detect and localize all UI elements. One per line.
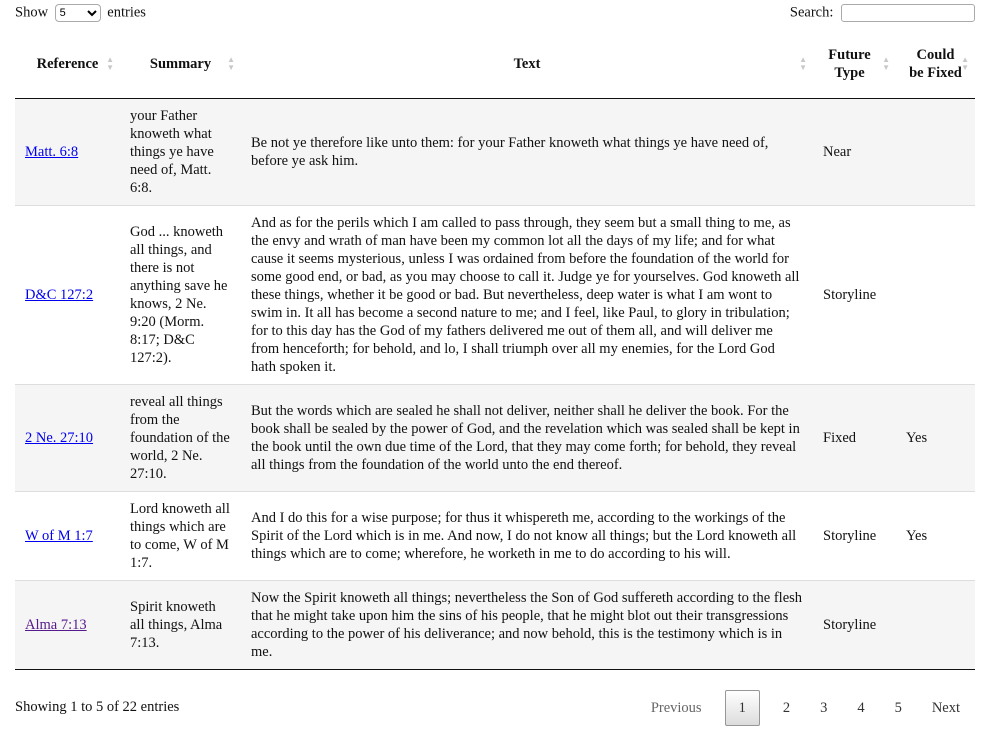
page-button[interactable]: 2 — [782, 700, 791, 716]
could-be-fixed-cell — [896, 99, 975, 206]
text-cell: But the words which are sealed he shall not deliver, neither shall he deliver the book. For the book shall be sealed by the power of God, and the revelation which was sealed shall be kept in the book until the own due time of the Lord, that they may come forth; for behold, they reveal all things from the foundation of the world unto the end thereof. — [241, 385, 813, 492]
future-type-cell: Near — [813, 99, 896, 206]
length-suffix: entries — [107, 4, 146, 21]
page-button[interactable]: 4 — [857, 700, 865, 716]
page-button[interactable]: 1 — [725, 690, 760, 726]
sort-icon: ▲ ▼ — [882, 55, 890, 72]
reference-link[interactable]: 2 Ne. 27:10 — [25, 430, 94, 446]
page-button[interactable]: 3 — [820, 700, 828, 716]
text-cell: And I do this for a wise purpose; for thus it whispereth me, according to the workings of the Spirit of the Lord which is in me. And now, I do not know all things; but the Lord knoweth all things which are to come; wherefore, he worketh in me to do according to his will. — [241, 492, 813, 581]
future-type-cell: Storyline — [813, 492, 896, 581]
previous-button[interactable]: Previous — [650, 700, 702, 716]
entries-per-page-select[interactable] — [55, 4, 101, 22]
sort-icon: ▲ ▼ — [227, 55, 235, 72]
summary-cell: reveal all things from the foundation of the world, 2 Ne. 27:10. — [120, 385, 241, 492]
text-cell: Be not ye therefore like unto them: for your Father knoweth what things ye have need of, before ye ask him. — [241, 99, 813, 206]
future-type-cell: Fixed — [813, 385, 896, 492]
sort-icon: ▲ ▼ — [961, 55, 969, 72]
table-info: Showing 1 to 5 of 22 entries — [15, 699, 180, 715]
reference-link[interactable]: W of M 1:7 — [25, 528, 93, 544]
next-button[interactable]: Next — [931, 700, 960, 716]
could-be-fixed-cell — [896, 206, 975, 385]
summary-cell: your Father knoweth what things ye have need of, Matt. 6:8. — [120, 99, 241, 206]
length-menu — [15, 4, 146, 22]
could-be-fixed-cell: Yes — [896, 492, 975, 581]
sort-icon: ▲ ▼ — [799, 55, 807, 72]
search-filter — [790, 4, 975, 22]
length-prefix: Show — [15, 4, 49, 21]
table-row — [15, 492, 975, 581]
summary-cell: Spirit knoweth all things, Alma 7:13. — [120, 581, 241, 670]
reference-cell — [15, 492, 120, 581]
table-row — [15, 99, 975, 206]
reference-cell — [15, 581, 120, 670]
column-header-text[interactable]: Text ▲ ▼ — [241, 30, 813, 99]
reference-link[interactable]: Matt. 6:8 — [25, 144, 79, 160]
reference-cell — [15, 99, 120, 206]
could-be-fixed-cell: Yes — [896, 385, 975, 492]
page-button[interactable]: 5 — [894, 700, 902, 716]
pagination — [636, 690, 975, 726]
search-input[interactable] — [841, 4, 975, 22]
search-label: Search: — [789, 4, 834, 21]
entries-table — [15, 30, 975, 670]
summary-cell: God ... knoweth all things, and there is not anything save he knows, 2 Ne. 9:20 (Morm. 8:17; D&C 127:2). — [120, 206, 241, 385]
header-row — [15, 30, 975, 99]
text-cell: And as for the perils which I am called to pass through, they seem but a small thing to me, as the envy and wrath of man have been my common lot all the days of my life; and for what cause it seems mysterious, unless I was ordained from before the foundation of the world for some good end, or bad, as you may choose to call it. Judge ye for yourselves. God knoweth all these things, whether it be good or bad. But nevertheless, deep water is what I am wont to swim in. It all has become a second nature to me; and I feel, like Paul, to glory in tribulation; for to this day has the God of my fathers delivered me out of them all, and will deliver me from henceforth; for behold, and lo, I shall triumph over all my enemies, for the Lord God hath spoken it. — [241, 206, 813, 385]
column-header-summary[interactable]: Summary ▲ ▼ — [120, 30, 241, 99]
sort-icon: ▲ ▼ — [106, 55, 114, 72]
future-type-cell: Storyline — [813, 581, 896, 670]
table-row — [15, 206, 975, 385]
reference-link[interactable]: D&C 127:2 — [25, 287, 94, 303]
reference-link[interactable]: Alma 7:13 — [25, 617, 87, 633]
could-be-fixed-cell — [896, 581, 975, 670]
future-type-cell: Storyline — [813, 206, 896, 385]
reference-cell — [15, 385, 120, 492]
column-header-reference[interactable]: Reference ▲ ▼ — [15, 30, 120, 99]
table-row — [15, 385, 975, 492]
summary-cell: Lord knoweth all things which are to come, W of M 1:7. — [120, 492, 241, 581]
table-row — [15, 581, 975, 670]
reference-cell — [15, 206, 120, 385]
column-header-future-type[interactable]: Future Type ▲ ▼ — [813, 30, 896, 99]
text-cell: Now the Spirit knoweth all things; nevertheless the Son of God suffereth according to the flesh that he might take upon him the sins of his people, that he might blot out their transgressions according to the power of his deliverance; and now behold, this is the testimony which is in me. — [241, 581, 813, 670]
column-header-could-be-fixed[interactable]: Could be Fixed ▲ ▼ — [896, 30, 975, 99]
